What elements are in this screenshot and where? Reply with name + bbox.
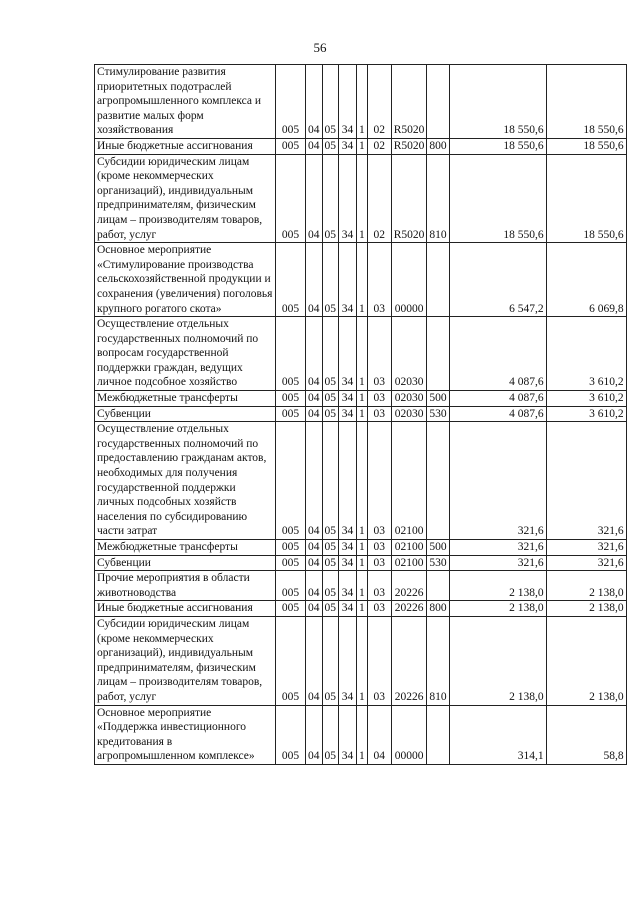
amount-year-2: 321,6 [546, 555, 626, 571]
amount-year-1: 18 550,6 [449, 138, 546, 154]
subprogram-code: 1 [357, 540, 368, 556]
event-code: 03 [367, 317, 391, 391]
subsection-code: 05 [322, 422, 339, 540]
program-code: 34 [339, 555, 357, 571]
section-code: 04 [306, 601, 323, 617]
expense-type-code: 810 [427, 154, 449, 243]
amount-year-1: 2 138,0 [449, 601, 546, 617]
direction-code: 02100 [391, 422, 427, 540]
row-name: Осуществление отдельных государственных полномочий по предоставлению гражданам актов, необходимых для получения государственной поддержки личных подсобных хозяйств населения по субсидированию части затрат [95, 422, 276, 540]
event-code: 03 [367, 601, 391, 617]
subprogram-code: 1 [357, 571, 368, 601]
table-row [95, 391, 627, 407]
direction-code: R5020 [391, 65, 427, 139]
expense-type-code: 800 [427, 601, 449, 617]
ministry-code: 005 [276, 555, 306, 571]
table-row [95, 616, 627, 705]
subsection-code: 05 [322, 406, 339, 422]
amount-year-1: 18 550,6 [449, 154, 546, 243]
section-code: 04 [306, 317, 323, 391]
row-name: Прочие мероприятия в области животноводства [95, 571, 276, 601]
event-code: 02 [367, 154, 391, 243]
direction-code: 02030 [391, 391, 427, 407]
program-code: 34 [339, 616, 357, 705]
section-code: 04 [306, 406, 323, 422]
amount-year-1: 4 087,6 [449, 391, 546, 407]
program-code: 34 [339, 601, 357, 617]
section-code: 04 [306, 555, 323, 571]
table-row [95, 406, 627, 422]
ministry-code: 005 [276, 422, 306, 540]
amount-year-1: 4 087,6 [449, 406, 546, 422]
table-row [95, 154, 627, 243]
amount-year-2: 2 138,0 [546, 571, 626, 601]
direction-code: 02030 [391, 317, 427, 391]
subprogram-code: 1 [357, 705, 368, 764]
direction-code: 20226 [391, 616, 427, 705]
subprogram-code: 1 [357, 555, 368, 571]
subprogram-code: 1 [357, 391, 368, 407]
subprogram-code: 1 [357, 243, 368, 317]
amount-year-2: 18 550,6 [546, 138, 626, 154]
program-code: 34 [339, 243, 357, 317]
table-row [95, 601, 627, 617]
amount-year-1: 2 138,0 [449, 571, 546, 601]
amount-year-2: 3 610,2 [546, 406, 626, 422]
row-name: Субсидии юридическим лицам (кроме некоммерческих организаций), индивидуальным предпринимателям, физическим лицам – производителям товаров, работ, услуг [95, 154, 276, 243]
expense-type-code: 530 [427, 555, 449, 571]
table-row [95, 243, 627, 317]
subsection-code: 05 [322, 601, 339, 617]
amount-year-1: 6 547,2 [449, 243, 546, 317]
direction-code: 02030 [391, 406, 427, 422]
row-name: Субсидии юридическим лицам (кроме некоммерческих организаций), индивидуальным предпринимателям, физическим лицам – производителям товаров, работ, услуг [95, 616, 276, 705]
expense-type-code [427, 317, 449, 391]
subsection-code: 05 [322, 154, 339, 243]
ministry-code: 005 [276, 601, 306, 617]
table-row [95, 540, 627, 556]
subsection-code: 05 [322, 540, 339, 556]
amount-year-1: 4 087,6 [449, 317, 546, 391]
ministry-code: 005 [276, 243, 306, 317]
event-code: 03 [367, 616, 391, 705]
expense-type-code [427, 243, 449, 317]
event-code: 02 [367, 138, 391, 154]
subprogram-code: 1 [357, 406, 368, 422]
program-code: 34 [339, 317, 357, 391]
amount-year-2: 321,6 [546, 540, 626, 556]
amount-year-1: 314,1 [449, 705, 546, 764]
amount-year-2: 3 610,2 [546, 317, 626, 391]
expense-type-code [427, 65, 449, 139]
row-name: Основное мероприятие «Стимулирование производства сельскохозяйственной продукции и сохранения (увеличения) поголовья крупного рогатого скота» [95, 243, 276, 317]
direction-code: R5020 [391, 138, 427, 154]
subprogram-code: 1 [357, 317, 368, 391]
subsection-code: 05 [322, 243, 339, 317]
subsection-code: 05 [322, 138, 339, 154]
section-code: 04 [306, 391, 323, 407]
table-row [95, 571, 627, 601]
amount-year-2: 2 138,0 [546, 616, 626, 705]
event-code: 03 [367, 571, 391, 601]
amount-year-1: 321,6 [449, 540, 546, 556]
amount-year-2: 321,6 [546, 422, 626, 540]
expense-type-code: 500 [427, 540, 449, 556]
section-code: 04 [306, 540, 323, 556]
subsection-code: 05 [322, 391, 339, 407]
direction-code: 00000 [391, 705, 427, 764]
expense-type-code [427, 571, 449, 601]
subsection-code: 05 [322, 616, 339, 705]
section-code: 04 [306, 571, 323, 601]
row-name: Субвенции [95, 555, 276, 571]
row-name: Межбюджетные трансферты [95, 540, 276, 556]
ministry-code: 005 [276, 138, 306, 154]
amount-year-1: 321,6 [449, 555, 546, 571]
amount-year-2: 18 550,6 [546, 65, 626, 139]
ministry-code: 005 [276, 540, 306, 556]
event-code: 03 [367, 555, 391, 571]
program-code: 34 [339, 65, 357, 139]
table-row [95, 65, 627, 139]
program-code: 34 [339, 540, 357, 556]
program-code: 34 [339, 406, 357, 422]
expense-type-code [427, 422, 449, 540]
program-code: 34 [339, 154, 357, 243]
event-code: 04 [367, 705, 391, 764]
amount-year-2: 58,8 [546, 705, 626, 764]
amount-year-2: 6 069,8 [546, 243, 626, 317]
ministry-code: 005 [276, 65, 306, 139]
budget-table [94, 64, 627, 765]
expense-type-code: 800 [427, 138, 449, 154]
program-code: 34 [339, 705, 357, 764]
row-name: Иные бюджетные ассигнования [95, 601, 276, 617]
ministry-code: 005 [276, 406, 306, 422]
amount-year-2: 18 550,6 [546, 154, 626, 243]
direction-code: 20226 [391, 601, 427, 617]
section-code: 04 [306, 616, 323, 705]
amount-year-1: 321,6 [449, 422, 546, 540]
amount-year-1: 18 550,6 [449, 65, 546, 139]
amount-year-1: 2 138,0 [449, 616, 546, 705]
subsection-code: 05 [322, 555, 339, 571]
table-row [95, 555, 627, 571]
section-code: 04 [306, 138, 323, 154]
table-row [95, 422, 627, 540]
ministry-code: 005 [276, 154, 306, 243]
row-name: Межбюджетные трансферты [95, 391, 276, 407]
ministry-code: 005 [276, 616, 306, 705]
subprogram-code: 1 [357, 138, 368, 154]
amount-year-2: 2 138,0 [546, 601, 626, 617]
program-code: 34 [339, 391, 357, 407]
expense-type-code: 810 [427, 616, 449, 705]
table-row [95, 138, 627, 154]
row-name: Стимулирование развития приоритетных подотраслей агропромышленного комплекса и развитие малых форм хозяйствования [95, 65, 276, 139]
table-row [95, 705, 627, 764]
direction-code: 02100 [391, 555, 427, 571]
direction-code: 20226 [391, 571, 427, 601]
subsection-code: 05 [322, 65, 339, 139]
expense-type-code: 530 [427, 406, 449, 422]
section-code: 04 [306, 65, 323, 139]
program-code: 34 [339, 571, 357, 601]
section-code: 04 [306, 422, 323, 540]
event-code: 03 [367, 406, 391, 422]
program-code: 34 [339, 138, 357, 154]
event-code: 03 [367, 540, 391, 556]
page-number: 56 [313, 40, 327, 55]
subsection-code: 05 [322, 571, 339, 601]
ministry-code: 005 [276, 705, 306, 764]
event-code: 03 [367, 243, 391, 317]
subprogram-code: 1 [357, 616, 368, 705]
direction-code: 00000 [391, 243, 427, 317]
table-row [95, 317, 627, 391]
ministry-code: 005 [276, 571, 306, 601]
subsection-code: 05 [322, 705, 339, 764]
expense-type-code: 500 [427, 391, 449, 407]
direction-code: 02100 [391, 540, 427, 556]
program-code: 34 [339, 422, 357, 540]
subprogram-code: 1 [357, 422, 368, 540]
row-name: Субвенции [95, 406, 276, 422]
section-code: 04 [306, 705, 323, 764]
row-name: Основное мероприятие «Поддержка инвестиционного кредитования в агропромышленном комплексе» [95, 705, 276, 764]
row-name: Осуществление отдельных государственных полномочий по вопросам государственной поддержки граждан, ведущих личное подсобное хозяйство [95, 317, 276, 391]
event-code: 03 [367, 391, 391, 407]
ministry-code: 005 [276, 317, 306, 391]
section-code: 04 [306, 243, 323, 317]
row-name: Иные бюджетные ассигнования [95, 138, 276, 154]
direction-code: R5020 [391, 154, 427, 243]
event-code: 02 [367, 65, 391, 139]
ministry-code: 005 [276, 391, 306, 407]
subprogram-code: 1 [357, 154, 368, 243]
subsection-code: 05 [322, 317, 339, 391]
event-code: 03 [367, 422, 391, 540]
subprogram-code: 1 [357, 601, 368, 617]
amount-year-2: 3 610,2 [546, 391, 626, 407]
expense-type-code [427, 705, 449, 764]
section-code: 04 [306, 154, 323, 243]
subprogram-code: 1 [357, 65, 368, 139]
